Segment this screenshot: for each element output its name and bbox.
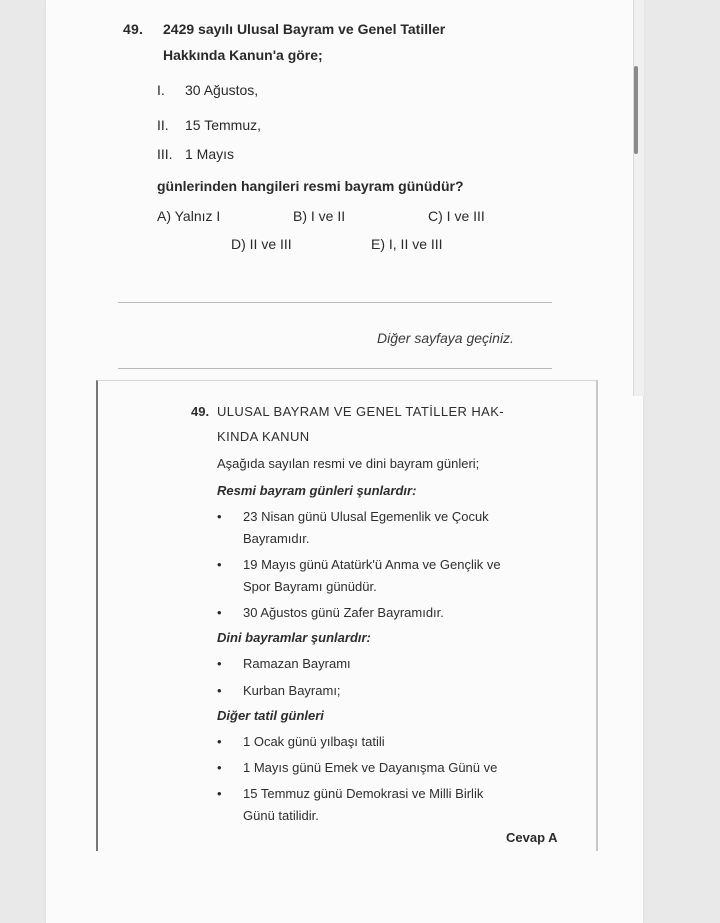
- official-holiday-1-line2: Bayramıdır.: [243, 531, 310, 546]
- bullet-icon: •: [217, 683, 222, 698]
- bullet-icon: •: [217, 760, 222, 775]
- religious-holiday-1: Ramazan Bayramı: [243, 656, 351, 671]
- question-stem-line2: Hakkında Kanun'a göre;: [163, 47, 323, 63]
- divider: [118, 368, 552, 369]
- other-holiday-1: 1 Ocak günü yılbaşı tatili: [243, 734, 385, 749]
- answer-number: 49.: [191, 404, 210, 419]
- question-item-2: [157, 117, 261, 133]
- question-prompt: günlerinden hangileri resmi bayram günüdür?: [157, 178, 464, 194]
- divider: [118, 302, 552, 303]
- question-item-3: [157, 146, 234, 162]
- item-text: 15 Temmuz,: [185, 117, 261, 133]
- official-holiday-3: 30 Ağustos günü Zafer Bayramıdır.: [243, 605, 444, 620]
- scrollbar-track[interactable]: [633, 0, 644, 396]
- scrollbar-thumb[interactable]: [634, 66, 638, 154]
- bullet-icon: •: [217, 734, 222, 749]
- answer-label: Cevap A: [506, 830, 558, 845]
- bullet-icon: •: [217, 786, 222, 801]
- bullet-icon: •: [217, 605, 222, 620]
- option-d: D) II ve III: [231, 236, 292, 252]
- next-page-note: Diğer sayfaya geçiniz.: [377, 330, 514, 346]
- option-a: A) Yalnız I: [157, 208, 221, 224]
- other-holiday-2: 1 Mayıs günü Emek ve Dayanışma Günü ve: [243, 760, 498, 775]
- question-item-1: [157, 82, 258, 98]
- option-e: E) I, II ve III: [371, 236, 443, 252]
- law-title-line1: ULUSAL BAYRAM VE GENEL TATİLLER HAK-: [217, 404, 504, 419]
- item-text: 30 Ağustos,: [185, 82, 259, 98]
- law-title-line2: KINDA KANUN: [217, 429, 310, 444]
- item-numeral: I.: [157, 82, 165, 98]
- item-text: 1 Mayıs: [185, 146, 235, 162]
- option-b: B) I ve II: [293, 208, 346, 224]
- question-stem-line1: 2429 sayılı Ulusal Bayram ve Genel Tatiller: [163, 21, 446, 37]
- religious-holidays-heading: Dini bayramlar şunlardır:: [217, 630, 371, 645]
- bullet-icon: •: [217, 656, 222, 671]
- other-holiday-3-line2: Günü tatilidir.: [243, 808, 319, 823]
- question-number: 49.: [123, 21, 144, 37]
- option-c: C) I ve III: [428, 208, 485, 224]
- religious-holiday-2: Kurban Bayramı;: [243, 683, 341, 698]
- item-numeral: III.: [157, 146, 173, 162]
- other-holidays-heading: Diğer tatil günleri: [217, 708, 324, 723]
- official-holidays-heading: Resmi bayram günleri şunlardır:: [217, 483, 417, 498]
- official-holiday-2-line2: Spor Bayramı günüdür.: [243, 579, 377, 594]
- official-holiday-2-line1: 19 Mayıs günü Atatürk'ü Anma ve Gençlik ve: [243, 557, 501, 572]
- intro-text: Aşağıda sayılan resmi ve dini bayram günleri;: [217, 456, 480, 471]
- other-holiday-3-line1: 15 Temmuz günü Demokrasi ve Milli Birlik: [243, 786, 484, 801]
- bullet-icon: •: [217, 557, 222, 572]
- official-holiday-1-line1: 23 Nisan günü Ulusal Egemenlik ve Çocuk: [243, 509, 489, 524]
- bullet-icon: •: [217, 509, 222, 524]
- item-numeral: II.: [157, 117, 169, 133]
